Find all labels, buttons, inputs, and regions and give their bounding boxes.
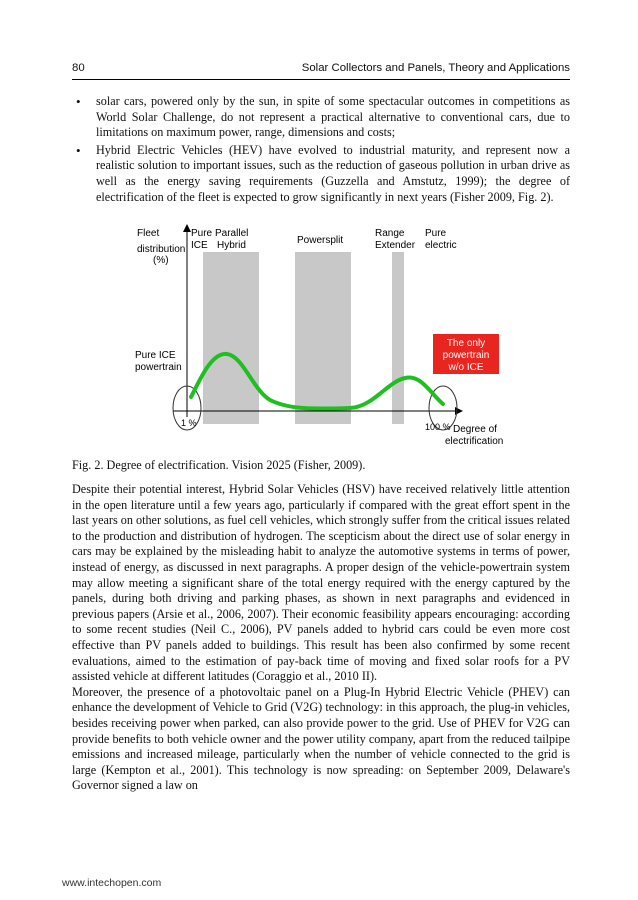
body-text xyxy=(72,482,570,794)
bullet-item xyxy=(72,94,570,141)
page-number: 80 xyxy=(72,62,85,74)
band-parallel-hybrid xyxy=(203,252,259,424)
band-label-pure-electric: Pure xyxy=(425,228,447,239)
y-label-line1: Fleet xyxy=(137,228,160,239)
figure-caption: Fig. 2. Degree of electrification. Vision 2025 (Fisher, 2009). xyxy=(72,458,366,472)
band-range-extender xyxy=(392,252,404,424)
band-label-parallel-2: Hybrid xyxy=(217,240,246,251)
left-annotation-2: powertrain xyxy=(135,362,182,373)
red-box-line1: The only xyxy=(446,338,486,349)
paragraph: Moreover, the presence of a photovoltaic panel on a Plug-In Hybrid Electric Vehicle (PHEV) can enhance the development of Vehicle to Grid (V2G) technology: in this approach, the plug-in vehicles, besides receiving power when parked, can also provide power to the grid. Use of PHEV for V2G can provide benefits to both vehicle owner and the power utility company, apart from the reduced tailpipe emissions and increased mileage, particularly when the number of vehicle connected to the grid is large (Kempton et al., 2001). This technology is now spreading: on September 2009, Delaware's Governor signed a law on xyxy=(72,684,570,793)
bullet-text: solar cars, powered only by the sun, in spite of some spectacular outcomes in competitions as World Solar Challenge, do not represent a practical alternative to conventional cars, due to limitations on maximum power, range, dimensions and costs; xyxy=(96,94,570,140)
y-axis-arrow-icon xyxy=(183,224,191,232)
bullet-list xyxy=(72,94,570,207)
book-title: Solar Collectors and Panels, Theory and Applications xyxy=(301,62,570,74)
band-label-pure-ice-2: ICE xyxy=(191,240,208,251)
band-label-range: Range xyxy=(375,228,405,239)
paragraph: Despite their potential interest, Hybrid Solar Vehicles (HSV) have received relatively little attention in the open literature until a few years ago, particularly if compared with the great effort spent in the last years on other solutions, as fuel cell vehicles, which strongly suffer from the critical issues related to the production and distribution of hydrogen. The scepticism about the direct use of solar energy in cars may be explained by the misleading habit to analyze the automotive systems in terms of power, instead of energy, as discussed in next paragraphs. A proper design of the vehicle-powertrain system may allow meeting a significant share of the total energy required with the energy captured by the panels, during both driving and parking phases, as shown in next paragraphs and evidenced in previous papers (Arsie et al., 2006, 2007). Their economic feasibility appears encouraging: according to some recent studies (Neil C., 2006), PV panels added to hybrid cars could be even more cost effective than PV panels added to buildings. This result has been also confirmed by some recent evaluations, aimed to the estimation of pay-back time of moving and fixed solar roofs for a PV assisted vehicle at different latitudes (Coraggio et al., 2010 II). xyxy=(72,482,570,684)
x-label-1: Degree of xyxy=(453,424,497,435)
running-header xyxy=(72,62,570,80)
band-label-powersplit: Powersplit xyxy=(297,235,344,246)
chart-svg xyxy=(125,222,515,452)
bullet-dot-icon: • xyxy=(76,94,81,109)
x-label-2: electrification xyxy=(445,436,504,447)
tick-left-label: 1 % xyxy=(181,418,197,428)
red-box-line3: w/o ICE xyxy=(448,362,484,373)
band-label-pure-electric-2: electric xyxy=(425,240,457,251)
bullet-text: Hybrid Electric Vehicles (HEV) have evolved to industrial maturity, and represent now a realistic solution to important issues, such as the reduction of gaseous pollution in urban drive as well as the energy saving requirements (Guzzella and Amstutz, 1999); the degree of electrification of the fleet is expected to grow significantly in next years (Fisher 2009, Fig. 2). xyxy=(96,142,570,204)
tick-right-label: 100 % xyxy=(425,422,451,432)
bullet-item xyxy=(72,143,570,205)
band-powersplit xyxy=(295,252,351,424)
footer-url: www.intechopen.com xyxy=(62,877,162,889)
band-label-parallel: Parallel xyxy=(215,228,249,239)
band-label-range-2: Extender xyxy=(375,240,416,251)
left-annotation-1: Pure ICE xyxy=(135,350,176,361)
red-box-line2: powertrain xyxy=(442,350,490,361)
y-label-line2: distribution xyxy=(137,244,186,255)
band-label-pure-ice: Pure xyxy=(191,228,213,239)
bullet-dot-icon: • xyxy=(76,142,81,158)
y-label-line3: (%) xyxy=(153,255,169,266)
header-rule xyxy=(72,79,570,80)
figure-electrification xyxy=(125,222,515,452)
